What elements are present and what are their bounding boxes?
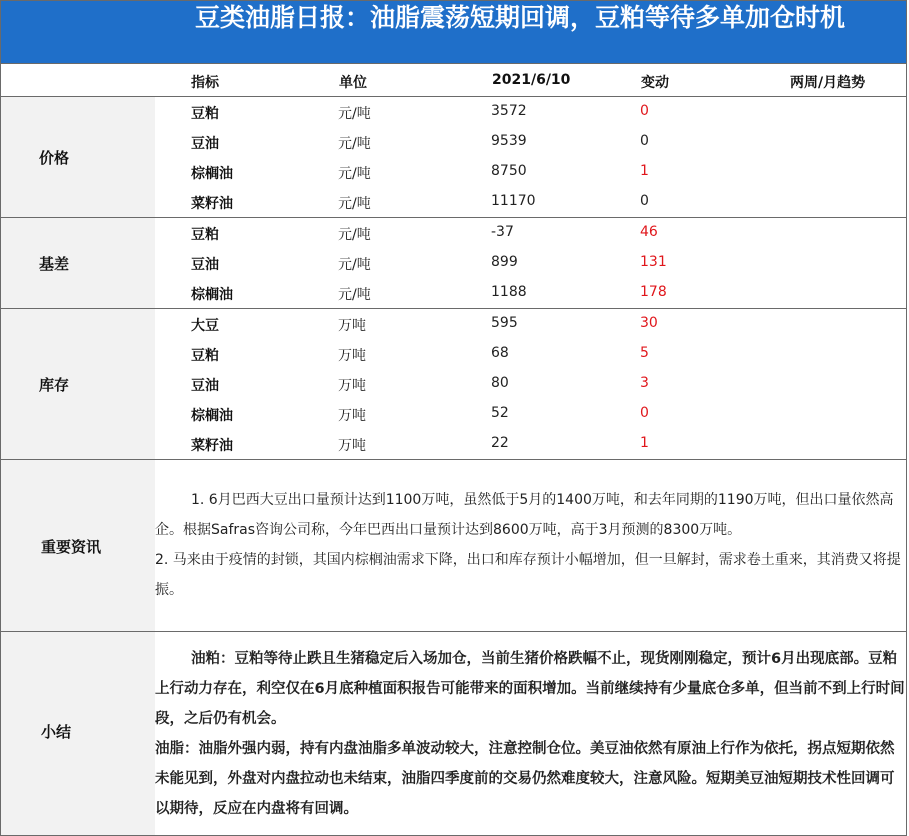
row-indicator-name: 菜籽油 <box>191 196 233 212</box>
row-indicator-name: 菜籽油 <box>191 438 233 454</box>
row-value: 52 <box>491 405 509 421</box>
summary-content <box>155 644 907 824</box>
section-inventory-label: 库存 <box>39 376 70 394</box>
news-paragraph-1: 1. 6月巴西大豆出口量预计达到1100万吨，虽然低于5月的1400万吨，和去年同期的1190万吨，但出口量依然高企。根据Safras咨询公司称，今年巴西出口量预计达到8600万吨，高于3月预测的8300万吨。 <box>155 492 894 538</box>
summary-paragraph-oil: 油脂：油脂外强内弱，持有内盘油脂多单波动较大，注意控制仓位。美豆油依然有原油上行作为依托，拐点短期依然未能见到，外盘对内盘拉动也未结束，油脂四季度前的交易仍然难度较大，注意风险。短期美豆油短期技术性回调可以期待，反应在内盘将有回调。 <box>155 741 895 817</box>
row-change: 5 <box>640 345 649 361</box>
table-row <box>155 399 905 429</box>
table-row <box>155 97 905 127</box>
row-value: 8750 <box>491 163 527 179</box>
row-value: 595 <box>491 315 518 331</box>
row-unit: 万吨 <box>338 408 366 424</box>
row-value: 68 <box>491 345 509 361</box>
table-row <box>155 309 905 339</box>
header-date: 2021/6/10 <box>492 72 571 88</box>
summary-paragraph-meal: 油粕：豆粕等待止跌且生猪稳定后入场加仓，当前生猪价格跌幅不止，现货刚刚稳定，预计6月出现底部。豆粕上行动力存在，利空仅在6月底种植面积报告可能带来的面积增加。当前继续持有少量底仓多单，但当前不到上行时间段，之后仍有机会。 <box>155 651 905 727</box>
row-change: 30 <box>640 315 658 331</box>
row-indicator-name: 棕榈油 <box>191 408 233 424</box>
row-unit: 万吨 <box>338 378 366 394</box>
row-change: 0 <box>640 193 649 209</box>
row-value: 80 <box>491 375 509 391</box>
table-row <box>155 157 905 187</box>
row-value: 899 <box>491 254 518 270</box>
news-paragraph-2: 2. 马来由于疫情的封锁，其国内棕榈油需求下降，出口和库存预计小幅增加，但一旦解封，需求卷土重来，其消费又将提振。 <box>155 552 901 598</box>
row-unit: 元/吨 <box>338 136 371 152</box>
table-row <box>155 248 905 278</box>
row-indicator-name: 豆粕 <box>191 106 219 122</box>
row-indicator-name: 豆油 <box>191 378 219 394</box>
table-row <box>155 187 905 217</box>
section-news-label: 重要资讯 <box>41 538 102 556</box>
row-unit: 元/吨 <box>338 166 371 182</box>
row-change: 131 <box>640 254 667 270</box>
row-change: 0 <box>640 103 649 119</box>
section-summary-label: 小结 <box>41 723 72 741</box>
row-value: 9539 <box>491 133 527 149</box>
row-indicator-name: 棕榈油 <box>191 287 233 303</box>
section-inventory <box>0 308 907 459</box>
row-unit: 万吨 <box>338 438 366 454</box>
table-row <box>155 339 905 369</box>
table-row <box>155 278 905 308</box>
title-bar <box>0 0 907 64</box>
row-change: 0 <box>640 405 649 421</box>
row-value: -37 <box>491 224 514 240</box>
row-indicator-name: 豆粕 <box>191 227 219 243</box>
row-change: 3 <box>640 375 649 391</box>
table-row <box>155 369 905 399</box>
row-indicator-name: 棕榈油 <box>191 166 233 182</box>
row-unit: 万吨 <box>338 348 366 364</box>
row-change: 178 <box>640 284 667 300</box>
section-summary-sidebar <box>1 632 155 835</box>
row-indicator-name: 大豆 <box>191 318 219 334</box>
header-trend: 两周/月趋势 <box>790 75 866 91</box>
section-price-label: 价格 <box>39 149 70 167</box>
section-basis-sidebar <box>1 218 155 308</box>
row-indicator-name: 豆油 <box>191 136 219 152</box>
row-value: 3572 <box>491 103 527 119</box>
table-row <box>155 127 905 157</box>
section-price <box>0 96 907 217</box>
row-change: 1 <box>640 435 649 451</box>
news-content <box>155 485 907 605</box>
row-unit: 元/吨 <box>338 257 371 273</box>
row-indicator-name: 豆粕 <box>191 348 219 364</box>
table-row <box>155 429 905 459</box>
row-value: 11170 <box>491 193 536 209</box>
table-row <box>155 218 905 248</box>
row-unit: 元/吨 <box>338 106 371 122</box>
row-indicator-name: 豆油 <box>191 257 219 273</box>
header-change: 变动 <box>641 75 669 91</box>
section-basis <box>0 217 907 308</box>
table-header <box>0 64 907 96</box>
header-indicator: 指标 <box>191 75 219 91</box>
section-news <box>0 459 907 631</box>
row-change: 1 <box>640 163 649 179</box>
row-unit: 元/吨 <box>338 196 371 212</box>
section-inventory-sidebar <box>1 309 155 459</box>
row-value: 22 <box>491 435 509 451</box>
row-change: 46 <box>640 224 658 240</box>
section-basis-label: 基差 <box>39 255 70 273</box>
row-unit: 元/吨 <box>338 227 371 243</box>
section-price-sidebar <box>1 97 155 217</box>
row-unit: 万吨 <box>338 318 366 334</box>
section-summary <box>0 631 907 836</box>
report-title: 豆类油脂日报：油脂震荡短期回调，豆粕等待多单加仓时机 <box>195 3 846 32</box>
row-unit: 元/吨 <box>338 287 371 303</box>
row-change: 0 <box>640 133 649 149</box>
header-unit: 单位 <box>339 75 367 91</box>
row-value: 1188 <box>491 284 527 300</box>
section-news-sidebar <box>1 460 155 631</box>
